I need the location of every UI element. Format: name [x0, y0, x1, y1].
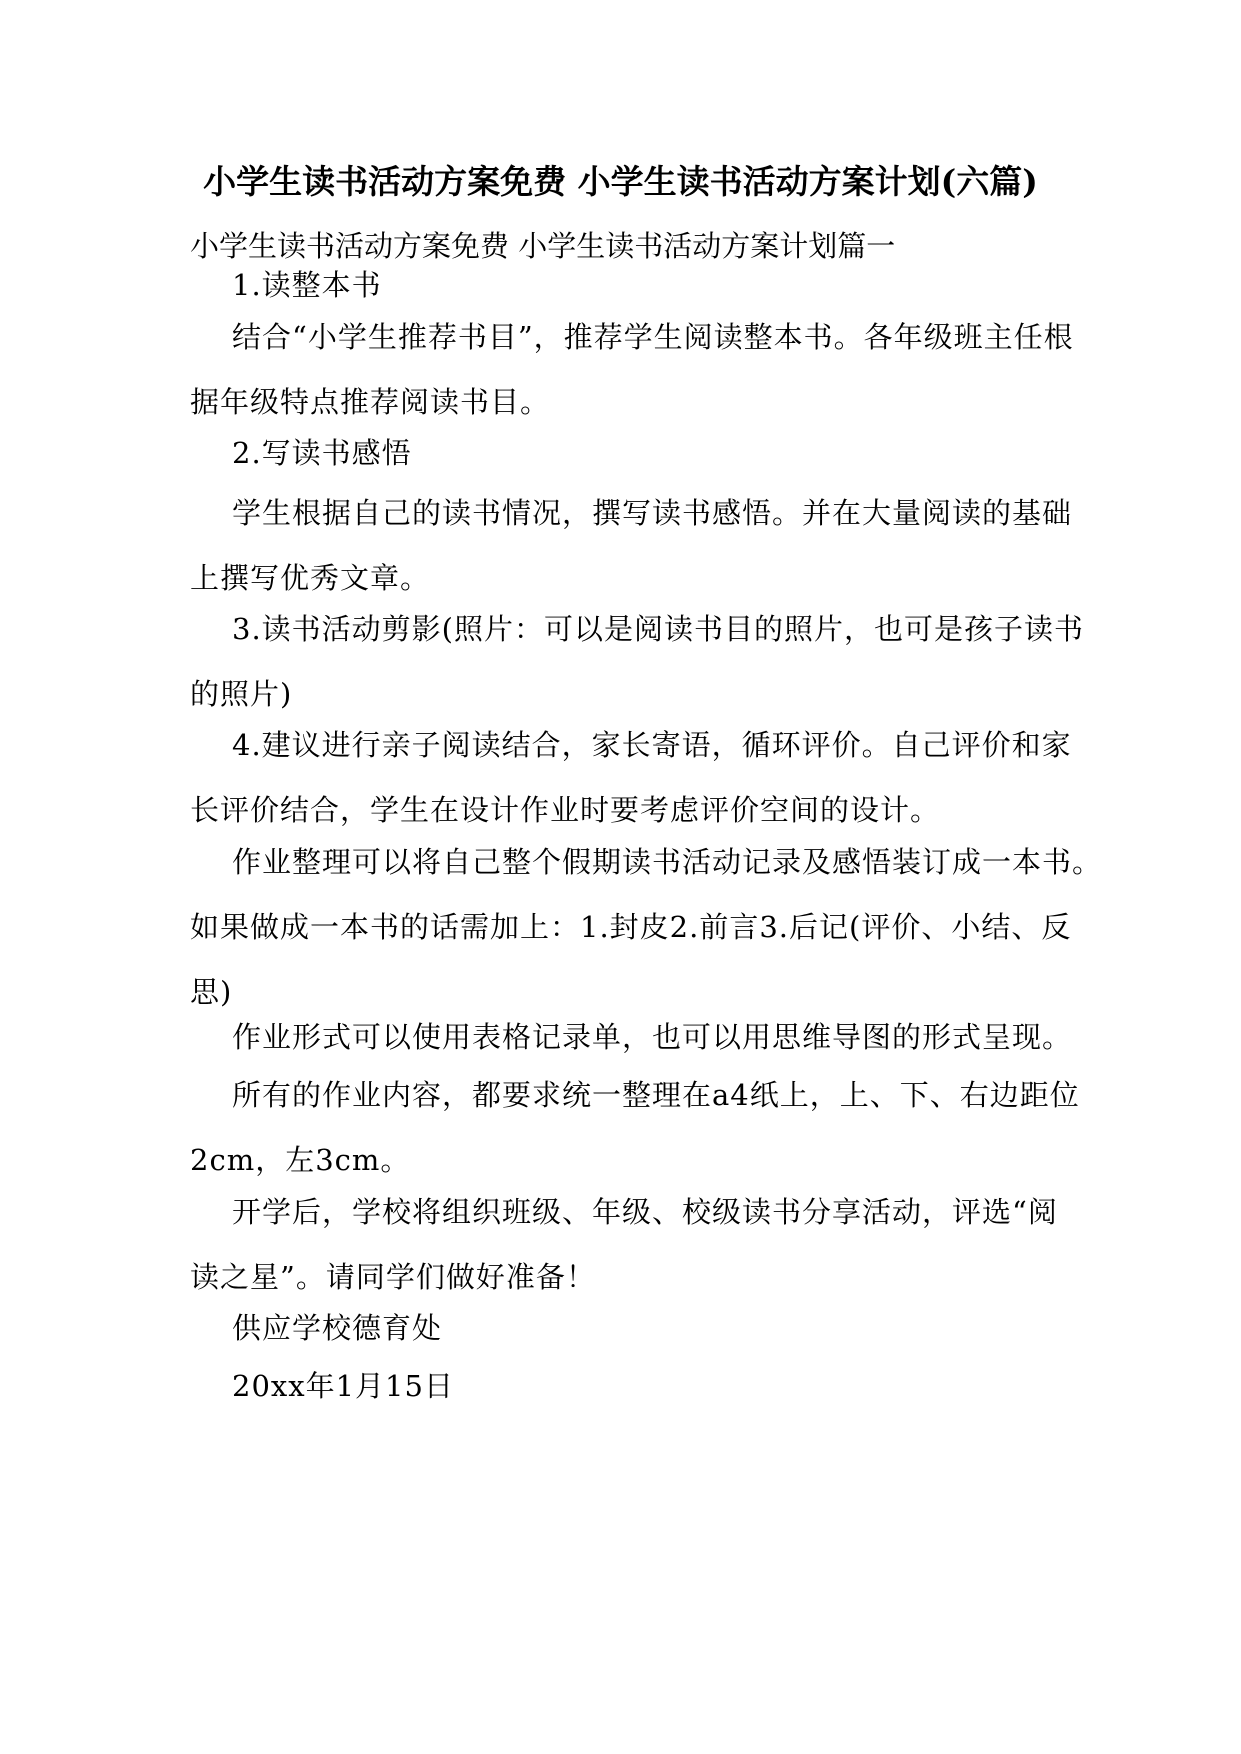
- signature-date: [190, 1354, 1070, 1419]
- paragraph-line: 据年级特点推荐阅读书目。: [190, 385, 551, 419]
- document-title: 小学生读书活动方案免费 小学生读书活动方案计划(六篇): [203, 162, 1038, 201]
- paragraph-line: 学生根据自己的读书情况，撰写读书感悟。并在大量阅读的基础: [232, 496, 1073, 530]
- paragraph-line: 4.建议进行亲子阅读结合，家长寄语，循环评价。自己评价和家: [232, 728, 1072, 762]
- paragraph-line: 2.写读书感悟: [232, 436, 412, 470]
- paragraph-item-2: [190, 421, 1070, 486]
- paragraph-line: 上撰写优秀文章。: [190, 561, 431, 595]
- paragraph-line: 的照片): [190, 677, 293, 711]
- paragraph-assignment-format: [190, 1005, 1073, 1070]
- signature-issuer: [190, 1296, 1070, 1361]
- paragraph-line: 20xx年1月15日: [232, 1369, 454, 1403]
- paragraph-paper-requirements: [190, 1063, 1080, 1193]
- paragraph-line: 1.读整本书: [232, 268, 382, 302]
- paragraph-line: 所有的作业内容，都要求统一整理在a4纸上，上、下、右边距位: [232, 1078, 1080, 1112]
- paragraph-line: 长评价结合，学生在设计作业时要考虑评价空间的设计。: [190, 793, 941, 827]
- paragraph-item-3: [190, 597, 1084, 727]
- paragraph-item-4: [190, 713, 1070, 843]
- paragraph-line: 读之星”。请同学们做好准备！: [190, 1260, 596, 1294]
- paragraph-assignment-binding: [190, 830, 1103, 1025]
- section-heading: 小学生读书活动方案免费 小学生读书活动方案计划篇一: [190, 229, 896, 263]
- paragraph-line: 3.读书活动剪影(照片：可以是阅读书目的照片，也可是孩子读书: [232, 612, 1084, 646]
- paragraph-line: 结合“小学生推荐书目”，推荐学生阅读整本书。各年级班主任根: [232, 320, 1074, 354]
- paragraph-sharing-activity: [190, 1180, 1070, 1310]
- paragraph-reading-notes: [190, 481, 1073, 611]
- paragraph-line: 作业整理可以将自己整个假期读书活动记录及感悟装订成一本书。: [232, 845, 1103, 879]
- paragraph-line: 如果做成一本书的话需加上：1.封皮2.前言3.后记(评价、小结、反: [190, 910, 1072, 944]
- paragraph-line: 开学后，学校将组织班级、年级、校级读书分享活动，评选“阅: [232, 1195, 1058, 1229]
- paragraph-line: 供应学校德育处: [232, 1311, 443, 1345]
- paragraph-line: 作业形式可以使用表格记录单，也可以用思维导图的形式呈现。: [232, 1020, 1073, 1054]
- paragraph-line: 思): [190, 975, 233, 1009]
- paragraph-recommend-books: [190, 305, 1074, 435]
- paragraph-line: 2cm，左3cm。: [190, 1143, 411, 1177]
